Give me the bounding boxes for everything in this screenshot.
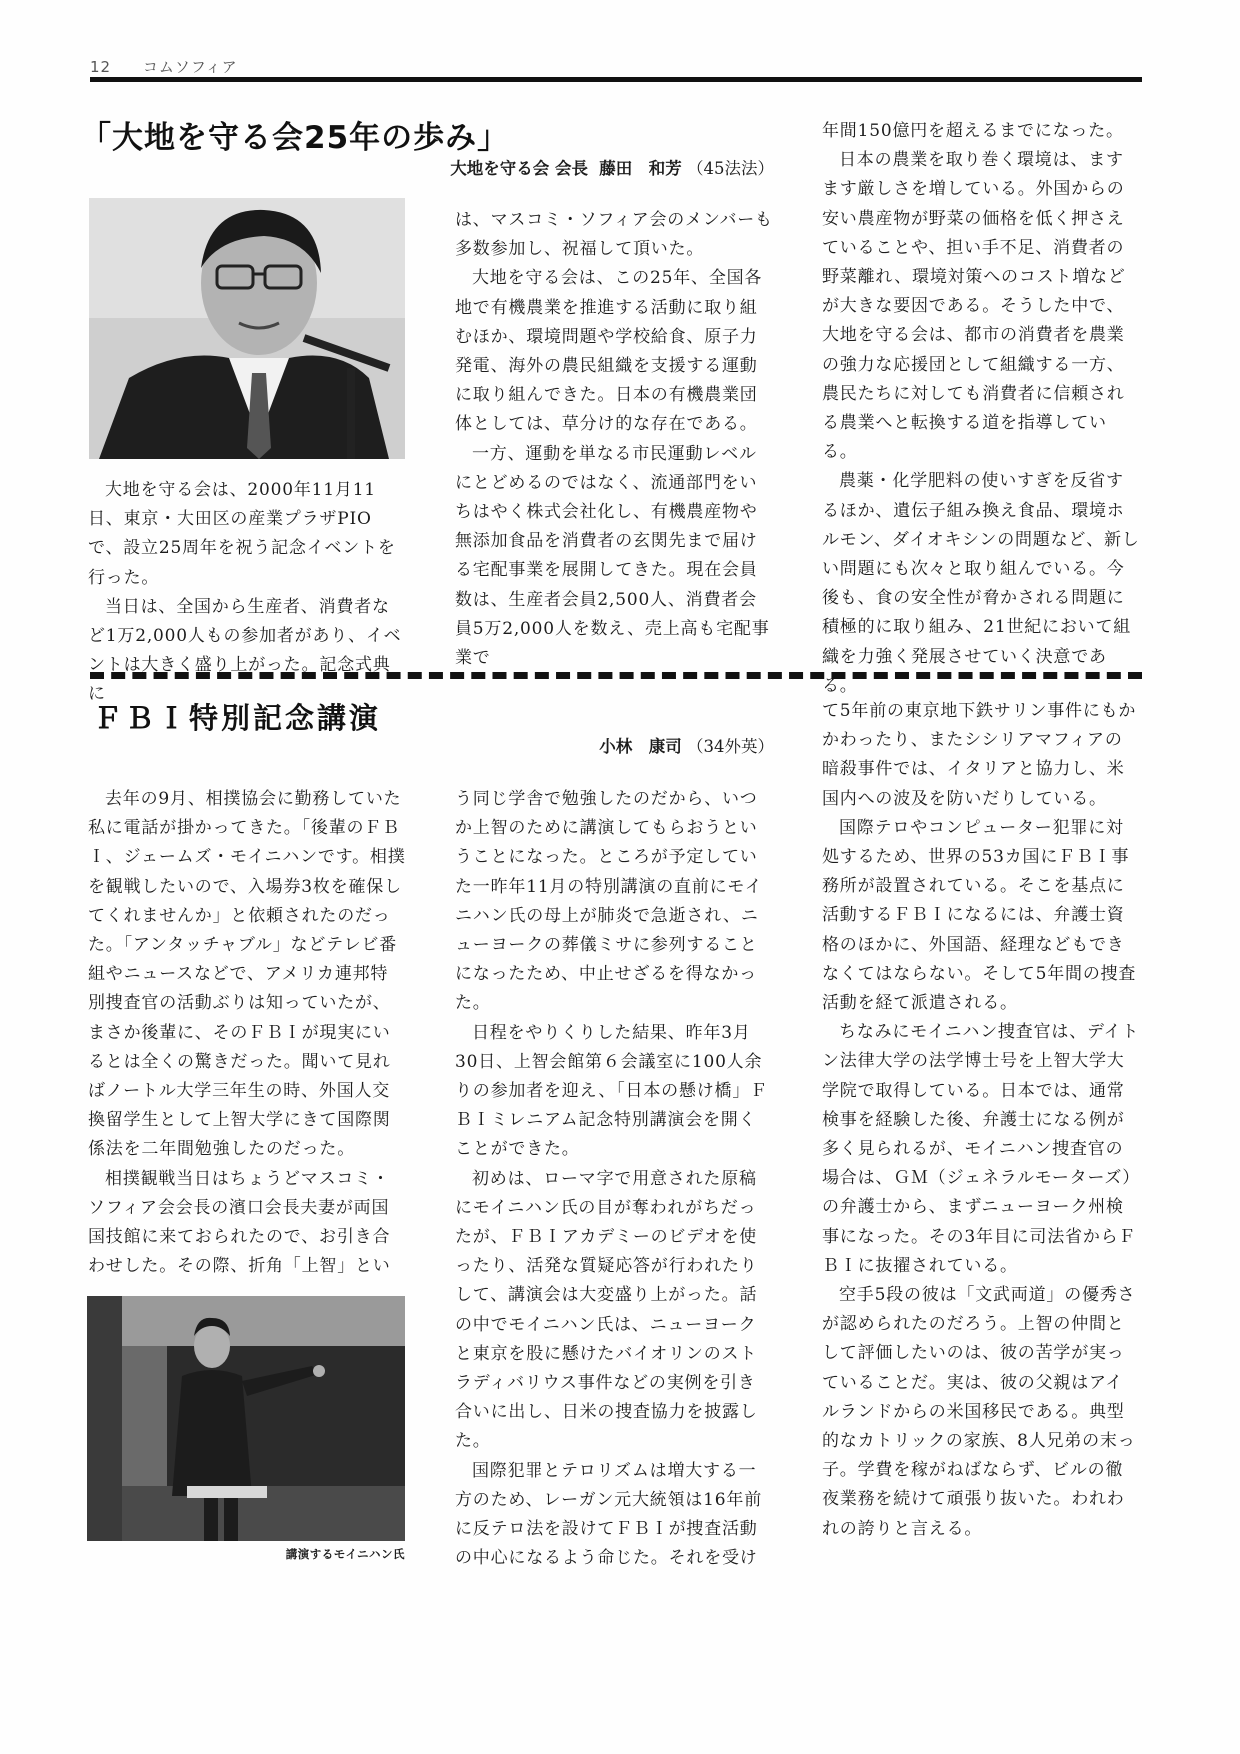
article2-col3-para-3: ちなみにモイニハン捜査官は、デイトン法律大学の法学博士号を上智大学大学院で取得している。日本では、通常検事を経験した後、弁護士になる例が多く見られるが、モイニハン捜査官の場合は、ＧＭ（ジェネラルモーターズ）の弁護士から、まずニューヨーク州検事になった。その3年目に司法省からＦＢＩに抜擢されている。 bbox=[822, 1022, 1141, 1276]
article2-title: ＦＢＩ特別記念講演 bbox=[93, 701, 382, 735]
article1-column-1 bbox=[88, 476, 406, 705]
article1-title: 「大地を守る会25年の歩み」 bbox=[80, 120, 510, 156]
article2-column-3 bbox=[822, 697, 1140, 1557]
photo-caption: 講演するモイニハン氏 bbox=[285, 1547, 405, 1561]
article1-col2-para-2: 大地を守る会は、この25年、全国各地で有機農業を推進する活動に取り組むほか、環境問題や学校給食、原子力発電、海外の農民組織を支援する運動に取り組んできた。日本の有機農業団体としては、草分け的な存在である。 bbox=[455, 268, 763, 435]
speaker-photo bbox=[89, 198, 405, 459]
article1-col3-para-1: 年間150億円を超えるまでになった。 bbox=[822, 121, 1124, 141]
article1-col3-para-3: 農薬・化学肥料の使いすぎを反省するほか、遺伝子組み換え食品、環境ホルモン、ダイオキシンの問題など、新しい問題にも次々と取り組んでいる。今後も、食の安全性が脅かされる問題に積極的に取り組み、21世紀において組織を力強く発展させていく決意である。 bbox=[822, 471, 1140, 696]
byline-class: （45法法） bbox=[687, 159, 774, 178]
article1-column-3 bbox=[822, 117, 1140, 696]
article1-col2-para-3: 一方、運動を単なる市民運動レベルにとどめるのではなく、流通部門をいちはやく株式会社化し、有機農産物や無添加食品を消費者の玄関先まで届ける宅配事業を展開してきた。現在会員数は、生産者会員2,500人、消費者会員5万2,000人を数え、売上高も宅配事業で bbox=[455, 443, 770, 669]
article2-col3-para-4: 空手5段の彼は「文武両道」の優秀さが認められたのだろう。上智の仲間として評価したいのは、彼の苦学が実っていることだ。実は、彼の父親はアイルランドからの米国移民である。典型的なカトリックの家族、8人兄弟の末っ子。学費を稼がねばならず、ビルの徹夜業務を続けて頑張り抜いた。われわれの誇りと言える。 bbox=[822, 1285, 1136, 1539]
section-divider bbox=[90, 672, 1142, 679]
article1-col1-para-2: 当日は、全国から生産者、消費者など1万2,000人もの参加者があり、イベントは大きく盛り上がった。記念式典に bbox=[88, 596, 402, 705]
article2-col2-para-4: 国際犯罪とテロリズムは増大する一方のため、レーガン元大統領は16年前に反テロ法を設けてＦＢＩが捜査活動の中心になるよう命じた。それを受け bbox=[455, 1460, 763, 1569]
magazine-name: コムソフィア bbox=[142, 58, 238, 76]
lecture-illustration bbox=[87, 1296, 405, 1541]
lecture-photo bbox=[87, 1296, 405, 1541]
article2-col2-para-3: 初めは、ローマ字で用意された原稿にモイニハン氏の目が奪われがちだったが、ＦＢＩアカデミーのビデオを使ったり、活発な質疑応答が行われたりして、講演会は大変盛り上がった。話の中でモイニハン氏は、ニューヨークと東京を股に懸けたバイオリンのストラディバリウス事件などの実例を引き合いに出し、日米の捜査協力を披露した。 bbox=[455, 1168, 758, 1452]
article1-byline bbox=[450, 155, 774, 179]
byline-class: （34外英） bbox=[687, 737, 774, 756]
speaker-illustration bbox=[89, 198, 405, 459]
byline-name: 藤田 和芳 bbox=[599, 159, 682, 178]
article2-col3-para-1: て5年前の東京地下鉄サリン事件にもかかわったり、またシシリアマフィアの暗殺事件では、イタリアと協力し、米国内への波及を防いだりしている。 bbox=[822, 701, 1137, 809]
article2-col3-para-2: 国際テロやコンピューター犯罪に対処するため、世界の53カ国にＦＢＩ事務所が設置されている。そこを基点に活動するＦＢＩになるには、弁護士資格のほかに、外国語、経理などもできなくてはならない。そして5年間の捜査活動を経て派遣される。 bbox=[822, 817, 1137, 1014]
article2-col2-para-2: 日程をやりくりした結果、昨年3月30日、上智会館第６会議室に100人余りの参加者を迎え、「日本の懸け橋」ＦＢＩミレニアム記念特別講演会を開くことができた。 bbox=[455, 1022, 768, 1160]
byline-affiliation: 大地を守る会 会長 bbox=[450, 159, 588, 178]
article2-col1-para-2: 相撲観戦当日はちょうどマスコミ・ソフィア会会長の濱口会長夫妻が両国国技館に来ておられたので、お引き合わせした。その際、折角「上智」とい bbox=[88, 1168, 391, 1277]
article2-col1-para-1: 去年の9月、相撲協会に勤務していた私に電話が掛かってきた。「後輩のＦＢＩ、ジェームズ・モイニハンです。相撲を観戦したいので、入場券3枚を確保してくれませんか」と依頼されたのだった。「アンタッチャブル」などテレビ番組やニュースなどで、アメリカ連邦特別捜査官の活動ぶりは知っていたが、まさか後輩に、そのＦＢＩが現実にいるとは全くの驚きだった。聞いて見ればノートル大学三年生の時、外国人交換留学生として上智大学にきて国際関係法を二年間勉強したのだった。 bbox=[88, 789, 406, 1160]
page-header bbox=[90, 56, 238, 77]
header-rule bbox=[90, 77, 1142, 82]
article1-col2-para-1: は、マスコミ・ソフィア会のメンバーも多数参加し、祝福して頂いた。 bbox=[455, 210, 773, 260]
article1-col1-para-1: 大地を守る会は、2000年11月11日、東京・大田区の産業プラザPIOで、設立25周年を祝う記念イベントを行った。 bbox=[88, 480, 396, 588]
article2-col2-para-1: う同じ学舎で勉強したのだから、いつか上智のために講演してもらおうということになった。ところが予定していた一昨年11月の特別講演の直前にモイニハン氏の母上が肺炎で急逝され、ニューヨークの葬儀ミサに参列することになったため、中止せざるを得なかった。 bbox=[455, 789, 763, 1014]
article1-column-2 bbox=[455, 206, 773, 669]
article1-col3-para-2: 日本の農業を取り巻く環境は、ますます厳しさを増している。外国からの安い農産物が野菜の価格を低く押さえていることや、担い手不足、消費者の野菜離れ、環境対策へのコスト増などが大きな要因である。そうした中で、大地を守る会は、都市の消費者を農業の強力な応援団として組織する一方、農民たちに対しても消費者に信頼される農業へと転換する道を指導している。 bbox=[822, 150, 1126, 463]
article2-column-1 bbox=[88, 785, 406, 1285]
page-number: 12 bbox=[90, 58, 112, 76]
byline-name: 小林 康司 bbox=[599, 737, 682, 756]
article2-byline bbox=[599, 733, 774, 757]
article2-column-2 bbox=[455, 785, 773, 1569]
